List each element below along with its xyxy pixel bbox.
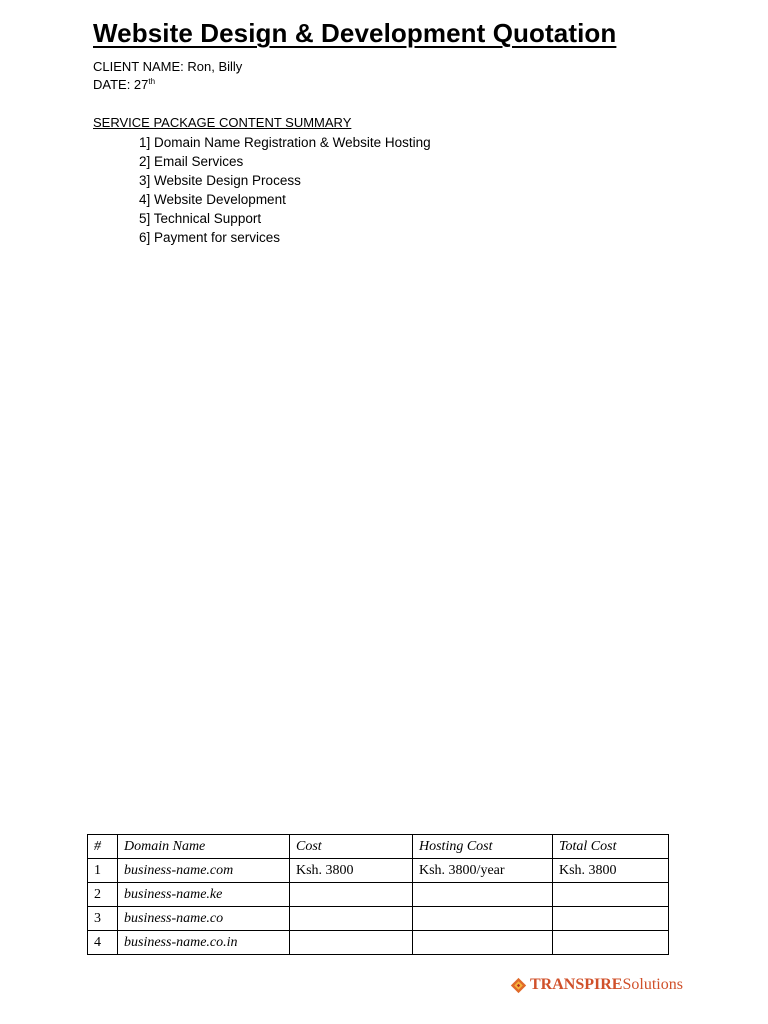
cost-cell: Ksh. 3800 [290,859,413,883]
summary-item: 3] Website Design Process [139,173,301,188]
client-name-line: CLIENT NAME: Ron, Billy [93,59,243,74]
summary-heading: SERVICE PACKAGE CONTENT SUMMARY [93,115,352,130]
total-cost-cell: Ksh. 3800 [553,859,669,883]
date-label: DATE: 27 [93,77,149,92]
logo-wordmark [530,976,683,994]
total-cost-cell [553,883,669,907]
cost-cell [290,931,413,955]
summary-item: 4] Website Development [139,192,286,207]
table-header-row [88,835,669,859]
domain-name-cell: business-name.ke [118,883,290,907]
header-total-cost: Total Cost [553,835,669,859]
date-suffix: th [148,77,156,86]
row-number: 1 [88,859,118,883]
summary-item: 5] Technical Support [139,211,262,226]
summary-item: 2] Email Services [139,154,244,169]
row-number: 4 [88,931,118,955]
transpire-logo [510,976,683,994]
total-cost-cell [553,907,669,931]
domain-name-cell: business-name.co [118,907,290,931]
summary-list [139,133,431,247]
logo-brand-strong: TRANSPIRE [530,976,623,993]
row-number: 3 [88,907,118,931]
logo-brand-rest: Solutions [622,976,683,993]
table-row [88,859,669,883]
table-row [88,907,669,931]
summary-item: 6] Payment for services [139,230,281,245]
domain-pricing-table [87,834,669,955]
hosting-cost-cell [413,907,553,931]
header-number: # [88,835,118,859]
cost-cell [290,883,413,907]
header-cost: Cost [290,835,413,859]
table-row [88,883,669,907]
header-hosting-cost: Hosting Cost [413,835,553,859]
cost-cell [290,907,413,931]
row-number: 2 [88,883,118,907]
diamond-logo-icon [510,977,527,994]
summary-item: 1] Domain Name Registration & Website Hosting [139,135,431,150]
header-domain-name: Domain Name [118,835,290,859]
hosting-cost-cell [413,931,553,955]
hosting-cost-cell: Ksh. 3800/year [413,859,553,883]
document-title: Website Design & Development Quotation [93,18,617,48]
hosting-cost-cell [413,883,553,907]
table-row [88,931,669,955]
date-line [93,77,155,92]
domain-name-cell: business-name.co.in [118,931,290,955]
domain-name-cell: business-name.com [118,859,290,883]
total-cost-cell [553,931,669,955]
